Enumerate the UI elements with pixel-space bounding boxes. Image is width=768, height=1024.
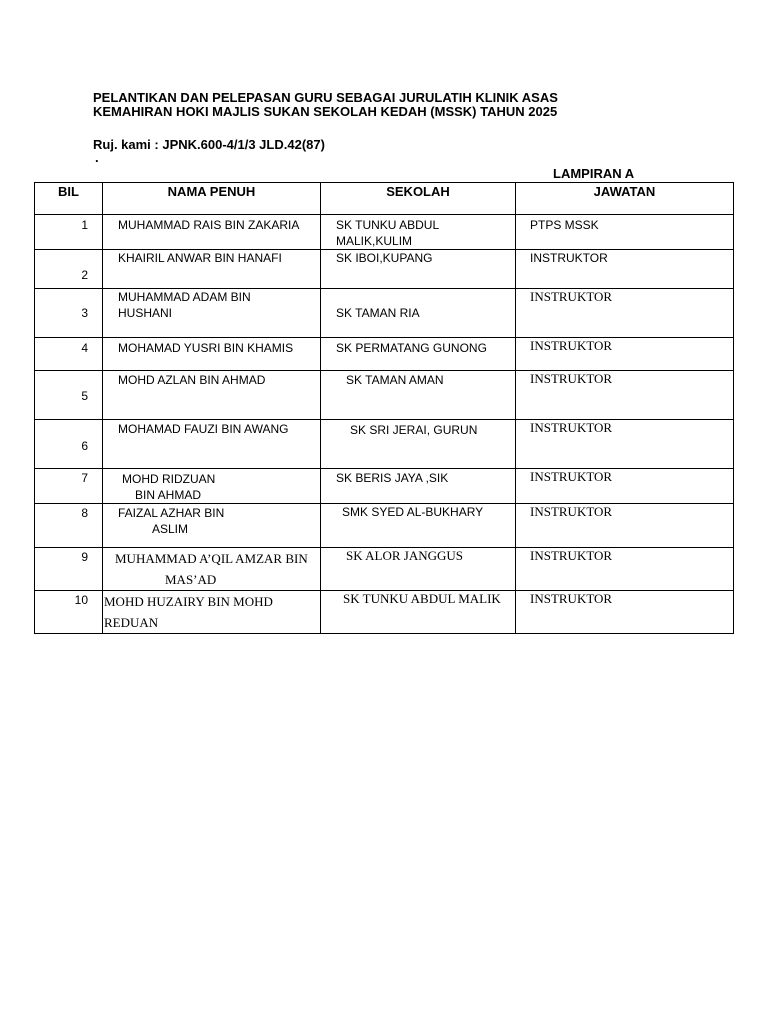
cell-jawatan: INSTRUKTOR: [516, 420, 734, 469]
cell-bil: 9: [35, 548, 103, 591]
table-row: [35, 289, 734, 338]
bullet-mark: .: [95, 150, 99, 165]
header-nama: NAMA PENUH: [103, 183, 321, 215]
cell-jawatan: INSTRUKTOR: [516, 591, 734, 634]
sekolah-line: SK TUNKU ABDUL MALIK: [343, 591, 501, 606]
cell-nama: [103, 215, 321, 250]
cell-jawatan: INSTRUKTOR: [516, 504, 734, 548]
cell-nama: [103, 504, 321, 548]
reference-number: Ruj. kami : JPNK.600-4/1/3 JLD.42(87): [93, 137, 325, 152]
nama-line: REDUAN: [104, 615, 159, 630]
sekolah-line: SK IBOI,KUPANG: [336, 251, 433, 265]
cell-sekolah: [321, 469, 516, 504]
nama-line: HUSHANI: [118, 306, 173, 320]
cell-sekolah: [321, 338, 516, 371]
nama-line: MOHAMAD YUSRI BIN KHAMIS: [118, 341, 294, 355]
table-row: [35, 215, 734, 250]
sekolah-line: SK ALOR JANGGUS: [346, 548, 464, 563]
instructor-table: [34, 182, 734, 634]
cell-bil: 7: [35, 469, 103, 504]
cell-sekolah: [321, 591, 516, 634]
table-row: [35, 548, 734, 591]
nama-line: MOHD HUZAIRY BIN MOHD: [104, 594, 273, 609]
cell-nama: [103, 420, 321, 469]
sekolah-line: SK TAMAN RIA: [336, 306, 420, 320]
table-header-row: [35, 183, 734, 215]
nama-line: MOHD AZLAN BIN AHMAD: [118, 373, 266, 387]
cell-jawatan: INSTRUKTOR: [516, 548, 734, 591]
cell-jawatan: PTPS MSSK: [516, 215, 734, 250]
cell-sekolah: [321, 215, 516, 250]
cell-jawatan: INSTRUKTOR: [516, 250, 734, 289]
table-row: [35, 371, 734, 420]
table-row: [35, 469, 734, 504]
cell-sekolah: [321, 548, 516, 591]
nama-line: MUHAMMAD A’QIL AMZAR BIN: [115, 551, 308, 566]
table-row: [35, 338, 734, 371]
cell-sekolah: [321, 371, 516, 420]
sekolah-line: SMK SYED AL-BUKHARY: [342, 505, 484, 519]
header-jawatan: JAWATAN: [516, 183, 734, 215]
cell-jawatan: INSTRUKTOR: [516, 338, 734, 371]
sekolah-line: SK SRI JERAI, GURUN: [350, 423, 478, 437]
cell-bil: 8: [35, 504, 103, 548]
sekolah-line: SK BERIS JAYA ,SIK: [336, 471, 449, 485]
nama-line: MAS’AD: [165, 572, 217, 587]
sekolah-line: SK TAMAN AMAN: [346, 373, 444, 387]
cell-nama: [103, 371, 321, 420]
nama-line: MOHAMAD FAUZI BIN AWANG: [118, 422, 289, 436]
nama-line: BIN AHMAD: [135, 488, 202, 502]
cell-nama: [103, 338, 321, 371]
header-bil: BIL: [35, 183, 103, 215]
cell-bil: 5: [35, 371, 103, 420]
sekolah-line: MALIK,KULIM: [336, 234, 413, 248]
cell-nama: [103, 250, 321, 289]
table-row: [35, 420, 734, 469]
nama-line: MOHD RIDZUAN: [122, 472, 216, 486]
cell-nama: [103, 548, 321, 591]
cell-sekolah: [321, 250, 516, 289]
cell-jawatan: INSTRUKTOR: [516, 289, 734, 338]
cell-bil: 10: [35, 591, 103, 634]
nama-line: ASLIM: [152, 522, 189, 536]
cell-nama: [103, 289, 321, 338]
table-row: [35, 250, 734, 289]
cell-jawatan: INSTRUKTOR: [516, 469, 734, 504]
table-row: [35, 591, 734, 634]
cell-bil: 2: [35, 250, 103, 289]
document-title: [93, 91, 558, 119]
header-sekolah: SEKOLAH: [321, 183, 516, 215]
cell-jawatan: INSTRUKTOR: [516, 371, 734, 420]
sekolah-line: SK PERMATANG GUNONG: [336, 341, 487, 355]
cell-sekolah: [321, 289, 516, 338]
cell-bil: 6: [35, 420, 103, 469]
cell-bil: 1: [35, 215, 103, 250]
nama-line: MUHAMMAD RAIS BIN ZAKARIA: [118, 218, 300, 232]
nama-line: KHAIRIL ANWAR BIN HANAFI: [118, 251, 282, 265]
title-line-1: PELANTIKAN DAN PELEPASAN GURU SEBAGAI JURULATIH KLINIK ASAS: [93, 90, 558, 105]
cell-bil: 4: [35, 338, 103, 371]
cell-nama: [103, 591, 321, 634]
nama-line: FAIZAL AZHAR BIN: [118, 506, 225, 520]
cell-sekolah: [321, 504, 516, 548]
cell-nama: [103, 469, 321, 504]
attachment-label: LAMPIRAN A: [553, 166, 635, 181]
title-line-2: KEMAHIRAN HOKI MAJLIS SUKAN SEKOLAH KEDAH (MSSK) TAHUN 2025: [93, 104, 558, 119]
sekolah-line: SK TUNKU ABDUL: [336, 218, 440, 232]
cell-bil: 3: [35, 289, 103, 338]
table-row: [35, 504, 734, 548]
cell-sekolah: [321, 420, 516, 469]
nama-line: MUHAMMAD ADAM BIN: [118, 290, 251, 304]
